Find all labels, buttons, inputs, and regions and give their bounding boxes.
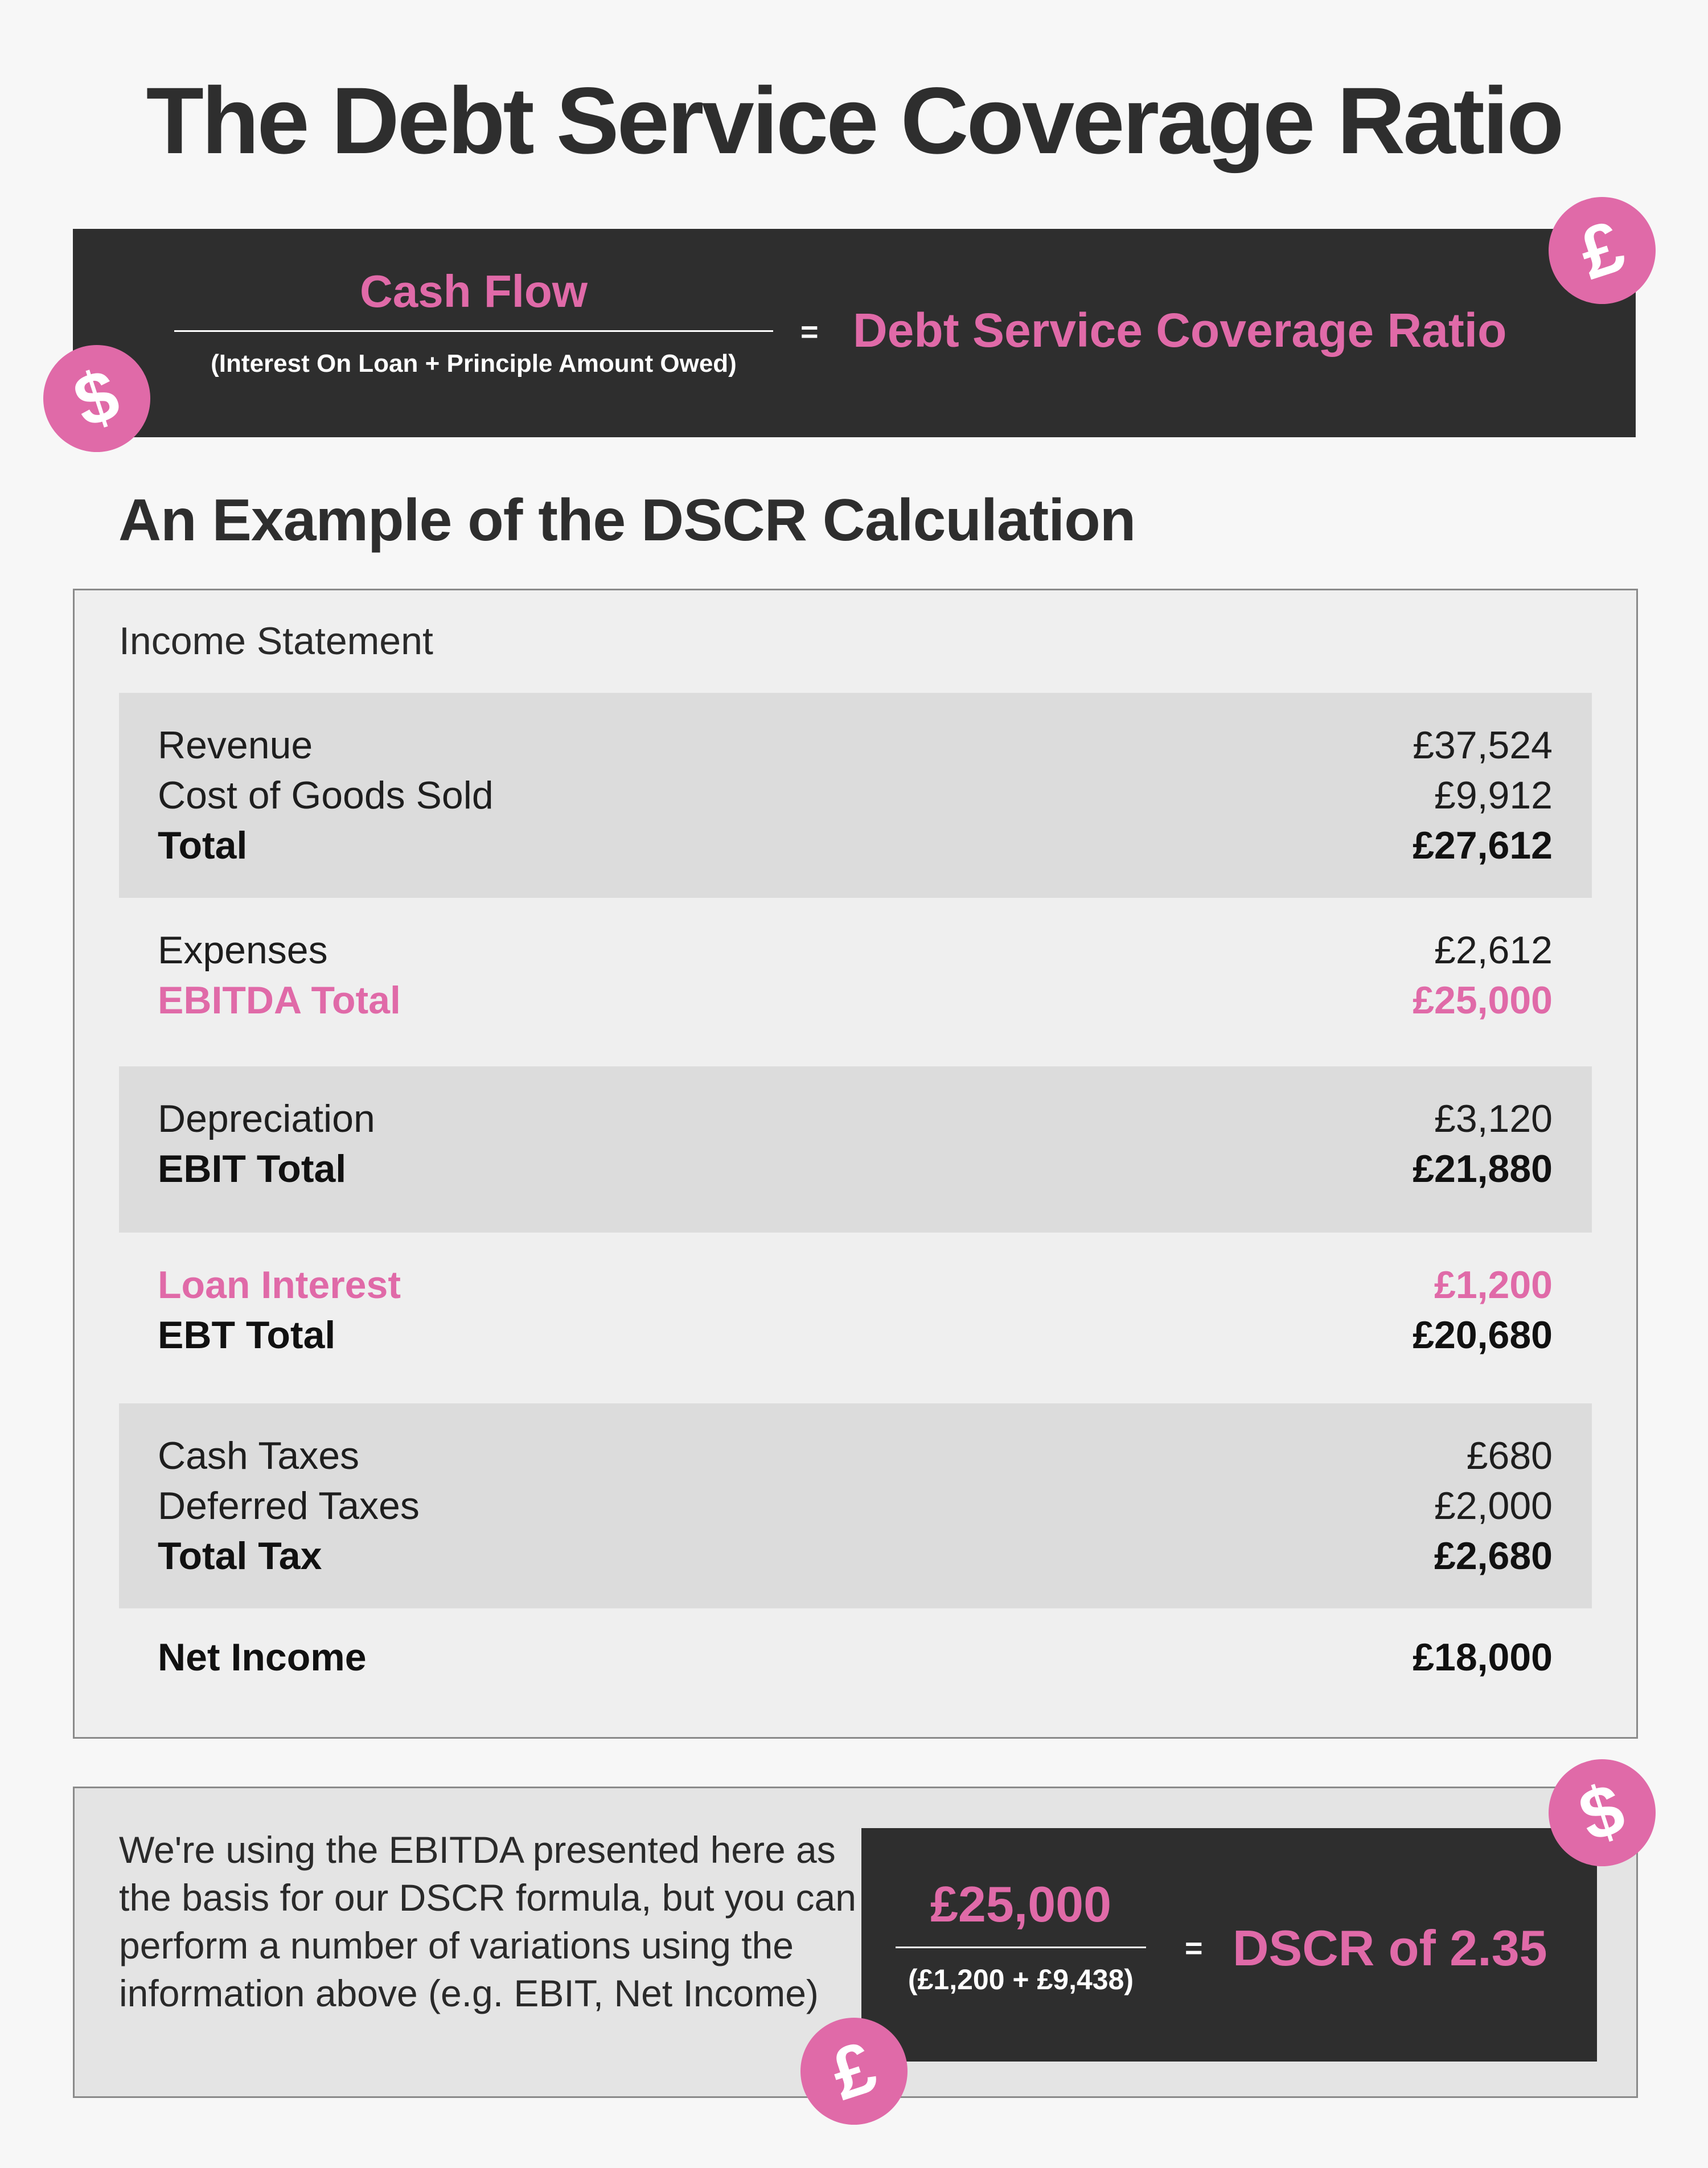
row-label: Revenue (158, 724, 313, 767)
statement-group-tax (119, 1403, 1592, 1608)
row-value: £9,912 (1434, 774, 1553, 817)
dscr-result-box (861, 1828, 1597, 2062)
formula-fraction (174, 266, 773, 377)
row-label: Expenses (158, 929, 328, 972)
dscr-fraction (896, 1876, 1146, 1995)
row-value: £27,612 (1413, 824, 1553, 867)
row-value: £20,680 (1413, 1313, 1553, 1357)
explanation-text: We're using the EBITDA presented here as the basis for our DSCR formula, but you can perform a number of variations using the information above (e.g. EBIT, Net Income) (119, 1829, 856, 2014)
row-value: £2,680 (1434, 1534, 1553, 1578)
dscr-denominator: (£1,200 + £9,438) (908, 1964, 1134, 1995)
row-label: Total (158, 824, 248, 867)
table-row (158, 925, 1553, 975)
pound-symbol: £ (1570, 205, 1634, 295)
row-value: £21,880 (1413, 1147, 1553, 1190)
row-value: £2,000 (1434, 1484, 1553, 1528)
pound-icon (1549, 197, 1656, 304)
dscr-numerator: £25,000 (930, 1876, 1112, 1932)
dollar-icon (43, 345, 150, 452)
pound-symbol: £ (822, 2026, 886, 2116)
formula-denominator: (Interest On Loan + Principle Amount Owed) (211, 350, 737, 377)
table-row-net-income (158, 1632, 1553, 1682)
table-row (158, 1094, 1553, 1144)
fraction-line (896, 1947, 1146, 1948)
row-label: Deferred Taxes (158, 1484, 420, 1528)
statement-group-ebit (119, 1066, 1592, 1233)
table-row-total (158, 1531, 1553, 1581)
table-row (158, 1431, 1553, 1481)
row-value: £18,000 (1413, 1636, 1553, 1679)
statement-title: Income Statement (119, 619, 433, 663)
row-label: Cost of Goods Sold (158, 774, 494, 817)
dscr-equals: = (1185, 1931, 1203, 1965)
row-value: £3,120 (1434, 1097, 1553, 1140)
row-label: EBT Total (158, 1313, 336, 1357)
table-row (158, 1481, 1553, 1531)
table-row-ebitda-total (158, 975, 1553, 1025)
row-label: Total Tax (158, 1534, 322, 1578)
row-value: £680 (1466, 1434, 1553, 1477)
row-value: £37,524 (1413, 724, 1553, 767)
row-label: Net Income (158, 1636, 367, 1679)
row-label: EBITDA Total (158, 979, 401, 1022)
dscr-result: DSCR of 2.35 (1233, 1920, 1547, 1976)
row-label: Depreciation (158, 1097, 375, 1140)
table-row-total (158, 1310, 1553, 1360)
dollar-icon (1549, 1759, 1656, 1866)
statement-group-ebt (119, 1233, 1592, 1403)
dollar-symbol: $ (1570, 1767, 1634, 1858)
row-label: Loan Interest (158, 1263, 401, 1307)
fraction-line (174, 330, 773, 332)
pound-icon (800, 2018, 908, 2125)
dollar-symbol: $ (64, 353, 129, 444)
row-label: EBIT Total (158, 1147, 347, 1190)
statement-group-net-income (119, 1608, 1592, 1722)
table-row (158, 770, 1553, 820)
statement-group-gross (119, 693, 1592, 898)
row-label: Cash Taxes (158, 1434, 360, 1477)
table-row-loan-interest (158, 1260, 1553, 1310)
formula-bar (73, 229, 1636, 437)
table-row-total (158, 1144, 1553, 1194)
page-title: The Debt Service Coverage Ratio (146, 68, 1562, 174)
section-subtitle: An Example of the DSCR Calculation (118, 487, 1136, 553)
table-row (158, 720, 1553, 770)
table-row-total (158, 820, 1553, 871)
formula-result: Debt Service Coverage Ratio (853, 303, 1507, 357)
formula-numerator: Cash Flow (359, 266, 588, 317)
row-value: £2,612 (1434, 929, 1553, 972)
row-value: £1,200 (1434, 1263, 1553, 1307)
statement-group-ebitda (119, 898, 1592, 1066)
formula-equals: = (800, 315, 819, 349)
income-statement (73, 589, 1638, 1739)
row-value: £25,000 (1413, 979, 1553, 1022)
